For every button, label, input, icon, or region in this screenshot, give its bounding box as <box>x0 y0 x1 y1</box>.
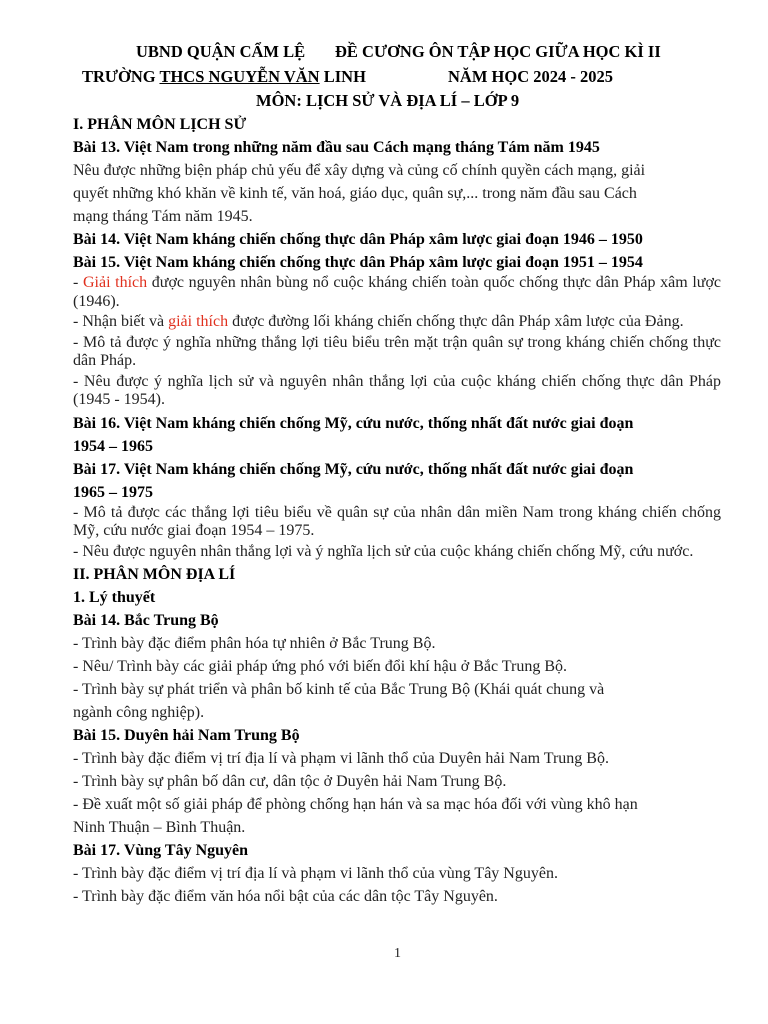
history-item-6: - Nêu được nguyên nhân thắng lợi và ý nghĩa lịch sử của cuộc kháng chiến chống Mỹ, cứu nước. <box>73 542 694 560</box>
geo-14-item-1: - Trình bày đặc điểm phân hóa tự nhiên ở Bắc Trung Bộ. <box>73 635 436 652</box>
history-lesson-13: Bài 13. Việt Nam trong những năm đầu sau Cách mạng tháng Tám năm 1945 <box>73 139 600 156</box>
history-item-1 <box>73 274 721 311</box>
geo-14-item-3-line-2: ngành công nghiệp). <box>73 704 205 721</box>
geo-15-item-3-line-1: - Đề xuất một số giải pháp để phòng chống hạn hán và sa mạc hóa đối với vùng khô hạn <box>73 796 638 813</box>
district-name: UBND QUẬN CẨM LỆ <box>136 42 306 61</box>
lesson-13-text-1: Nêu được những biện pháp chủ yếu để xây dựng và củng cố chính quyền cách mạng, giải <box>73 162 646 179</box>
geography-lesson-14: Bài 14. Bắc Trung Bộ <box>73 612 219 629</box>
lesson-13-text-2: quyết những khó khăn về kinh tế, văn hoá, giáo dục, quân sự,... trong năm đầu sau Cách <box>73 185 637 202</box>
geography-lesson-17: Bài 17. Vùng Tây Nguyên <box>73 842 249 859</box>
item-dash: - <box>73 274 83 291</box>
history-lesson-16-line-2: 1954 – 1965 <box>73 437 153 455</box>
header-row-2 <box>73 65 721 89</box>
history-lesson-14: Bài 14. Việt Nam kháng chiến chống thực dân Pháp xâm lược giai đoạn 1946 – 1950 <box>73 231 643 248</box>
geography-theory-heading: 1. Lý thuyết <box>73 589 156 606</box>
geo-17-item-2: - Trình bày đặc điểm văn hóa nổi bật của các dân tộc Tây Nguyên. <box>73 888 498 905</box>
document-title: ĐỀ CƯƠNG ÔN TẬP HỌC GIỮA HỌC KÌ II <box>335 42 661 61</box>
geo-15-item-3-line-2: Ninh Thuận – Bình Thuận. <box>73 819 246 836</box>
history-lesson-16-line-1: Bài 16. Việt Nam kháng chiến chống Mỹ, cứu nước, thống nhất đất nước giai đoạn <box>73 414 634 432</box>
history-item-5: - Mô tả được các thắng lợi tiêu biểu về quân sự của nhân dân miền Nam trong kháng chiến chống Mỹ, cứu nước giai đoạn 1954 – 1975. <box>73 503 721 539</box>
geography-lesson-15: Bài 15. Duyên hải Nam Trung Bộ <box>73 727 300 744</box>
school-name <box>82 67 366 87</box>
page-number: 1 <box>394 946 401 961</box>
lesson-13-text-3: mạng tháng Tám năm 1945. <box>73 208 253 225</box>
history-item-4: - Nêu được ý nghĩa lịch sử và nguyên nhân thắng lợi của cuộc kháng chiến chống thực dân Pháp (1945 - 1954). <box>73 372 721 408</box>
history-item-2 <box>73 313 721 332</box>
school-underlined: THCS NGUYỄN VĂN <box>159 67 320 86</box>
document-page <box>73 40 721 908</box>
highlight-explain: Giải thích <box>82 274 148 291</box>
item-rest: được nguyên nhân bùng nổ cuộc kháng chiến toàn quốc chống thực dân Pháp xâm lược (1946). <box>73 274 722 310</box>
history-lesson-17-line-1: Bài 17. Việt Nam kháng chiến chống Mỹ, cứu nước, thống nhất đất nước giai đoạn <box>73 460 634 478</box>
school-suffix: LINH <box>319 67 366 86</box>
header-row-3 <box>73 89 721 113</box>
school-prefix: TRƯỜNG <box>82 67 160 86</box>
history-item-3: - Mô tả được ý nghĩa những thắng lợi tiêu biểu trên mặt trận quân sự trong kháng chiến chống thực dân Pháp. <box>73 333 721 369</box>
history-lesson-17-line-2: 1965 – 1975 <box>73 483 153 501</box>
header-row-1 <box>73 40 721 65</box>
history-lesson-15: Bài 15. Việt Nam kháng chiến chống thực dân Pháp xâm lược giai đoạn 1951 – 1954 <box>73 254 643 271</box>
subject-title: MÔN: LỊCH SỬ VÀ ĐỊA LÍ – LỚP 9 <box>256 91 520 110</box>
item-prefix: - Nhận biết và <box>73 313 169 330</box>
history-section-title: I. PHÂN MÔN LỊCH SỬ <box>73 116 247 133</box>
geo-17-item-1: - Trình bày đặc điểm vị trí địa lí và phạm vi lãnh thổ của vùng Tây Nguyên. <box>73 865 558 882</box>
geo-14-item-3-line-1: - Trình bày sự phát triển và phân bố kinh tế của Bắc Trung Bộ (Khái quát chung và <box>73 681 605 698</box>
geo-15-item-1: - Trình bày đặc điểm vị trí địa lí và phạm vi lãnh thổ của Duyên hải Nam Trung Bộ. <box>73 750 609 767</box>
geo-14-item-2: - Nêu/ Trình bày các giải pháp ứng phó với biến đổi khí hậu ở Bắc Trung Bộ. <box>73 658 567 675</box>
geography-section-title: II. PHÂN MÔN ĐỊA LÍ <box>73 566 236 583</box>
geo-15-item-2: - Trình bày sự phân bố dân cư, dân tộc ở Duyên hải Nam Trung Bộ. <box>73 773 507 790</box>
highlight-explain: giải thích <box>168 313 229 330</box>
item-rest: được đường lối kháng chiến chống thực dân Pháp xâm lược của Đảng. <box>228 313 684 330</box>
school-year: NĂM HỌC 2024 - 2025 <box>448 67 613 86</box>
